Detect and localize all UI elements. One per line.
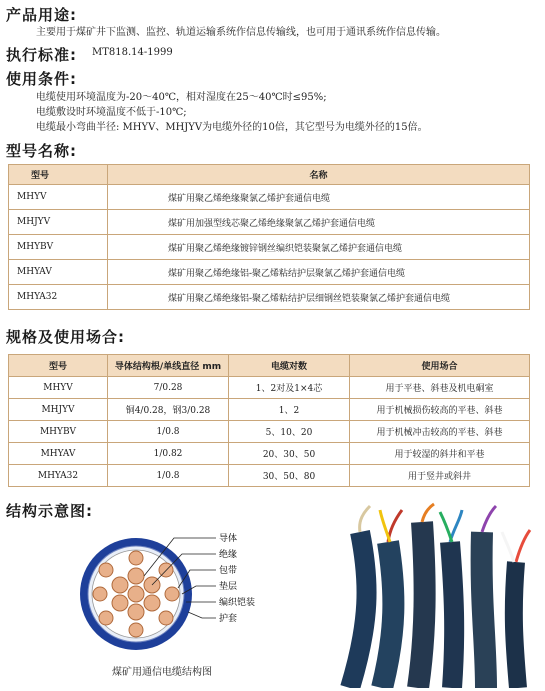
col-name: 名称 xyxy=(108,165,530,185)
model-name: 煤矿用聚乙烯绝缘铝-聚乙烯粘结护层细钢丝铠装聚氯乙烯护套通信电缆 xyxy=(108,285,530,310)
spec-conductor: 1/0.8 xyxy=(108,465,229,487)
col-usage: 使用场合 xyxy=(350,355,530,377)
model-name: 煤矿用聚乙烯绝缘镀锌钢丝编织铠装聚氯乙烯护套通信电缆 xyxy=(108,235,530,260)
col-pairs: 电缆对数 xyxy=(229,355,350,377)
spec-usage: 用于平巷、斜巷及机电硐室 xyxy=(350,377,530,399)
cable-cross-section-diagram xyxy=(78,528,268,658)
spec-model: MHYA32 xyxy=(9,465,108,487)
spec-usage: 用于较湿的斜井和平巷 xyxy=(350,443,530,465)
spec-conductor: 7/0.28 xyxy=(108,377,229,399)
table-row xyxy=(9,377,530,399)
table-row xyxy=(9,421,530,443)
spec-pairs: 20、30、50 xyxy=(229,443,350,465)
spec-usage: 用于机械冲击较高的平巷、斜巷 xyxy=(350,421,530,443)
model-code: MHYV xyxy=(9,185,108,210)
spec-pairs: 30、50、80 xyxy=(229,465,350,487)
usage-heading: 产品用途: xyxy=(6,6,77,24)
standard-heading: 执行标准: xyxy=(6,46,77,64)
table-row xyxy=(9,260,530,285)
label-conductor: 导体 xyxy=(219,534,238,544)
standard-value: MT818.14-1999 xyxy=(92,47,173,58)
conductor-group xyxy=(93,551,179,637)
table-row xyxy=(9,185,530,210)
spec-pairs: 5、10、20 xyxy=(229,421,350,443)
spec-model: MHYV xyxy=(9,377,108,399)
diagram-caption: 煤矿用通信电缆结构图 xyxy=(112,667,212,678)
conditions-line-3: 电缆最小弯曲半径: MHYV、MHJYV为电缆外径的10倍，其它型号为电缆外径的15倍。 xyxy=(36,122,428,133)
usage-text: 主要用于煤矿井下监测、监控、轨道运输系统作信息传输线，也可用于通讯系统作信息传输。 xyxy=(36,27,446,38)
conditions-line-2: 电缆敷设时环境温度不低于-10℃; xyxy=(36,107,187,118)
specs-table xyxy=(8,354,530,487)
model-code: MHYBV xyxy=(9,235,108,260)
col-conductor: 导体结构根/单线直径 mm xyxy=(108,355,229,377)
model-name: 煤矿用聚乙烯绝缘聚氯乙烯护套通信电缆 xyxy=(108,185,530,210)
cable-bundle xyxy=(350,522,518,688)
structure-heading: 结构示意图: xyxy=(6,502,93,520)
spec-conductor: 1/0.82 xyxy=(108,443,229,465)
model-name: 煤矿用加强型线芯聚乙烯绝缘聚氯乙烯护套通信电缆 xyxy=(108,210,530,235)
spec-model: MHYAV xyxy=(9,443,108,465)
model-code: MHYA32 xyxy=(9,285,108,310)
models-heading: 型号名称: xyxy=(6,142,77,160)
spec-model: MHYBV xyxy=(9,421,108,443)
table-row xyxy=(9,235,530,260)
table-row xyxy=(9,465,530,487)
model-code: MHYAV xyxy=(9,260,108,285)
spec-usage: 用于机械损伤较高的平巷、斜巷 xyxy=(350,399,530,421)
specs-table-header xyxy=(9,355,530,377)
specs-heading: 规格及使用场合: xyxy=(6,328,125,346)
conditions-line-1: 电缆使用环境温度为-20～40℃，相对湿度在25～40℃时≤95%; xyxy=(36,92,327,103)
models-table xyxy=(8,164,530,310)
spec-pairs: 1、2对及1×4芯 xyxy=(229,377,350,399)
table-row xyxy=(9,210,530,235)
cable-product-photo xyxy=(330,502,538,688)
spec-conductor: 1/0.8 xyxy=(108,421,229,443)
col-model: 型号 xyxy=(9,355,108,377)
label-braid-armour: 编织铠装 xyxy=(219,598,256,608)
table-row xyxy=(9,443,530,465)
label-insulation: 绝缘 xyxy=(219,550,238,560)
model-code: MHJYV xyxy=(9,210,108,235)
label-tape: 包带 xyxy=(219,566,238,576)
label-sheath: 护套 xyxy=(219,614,238,624)
spec-pairs: 1、2 xyxy=(229,399,350,421)
spec-model: MHJYV xyxy=(9,399,108,421)
spec-conductor: 铜4/0.28，钢3/0.28 xyxy=(108,399,229,421)
models-table-header xyxy=(9,165,530,185)
col-model: 型号 xyxy=(9,165,108,185)
table-row xyxy=(9,285,530,310)
table-row xyxy=(9,399,530,421)
spec-usage: 用于竖井或斜井 xyxy=(350,465,530,487)
conditions-heading: 使用条件: xyxy=(6,70,77,88)
model-name: 煤矿用聚乙烯绝缘铝-聚乙烯粘结护层聚氯乙烯护套通信电缆 xyxy=(108,260,530,285)
label-bedding: 垫层 xyxy=(219,582,238,592)
